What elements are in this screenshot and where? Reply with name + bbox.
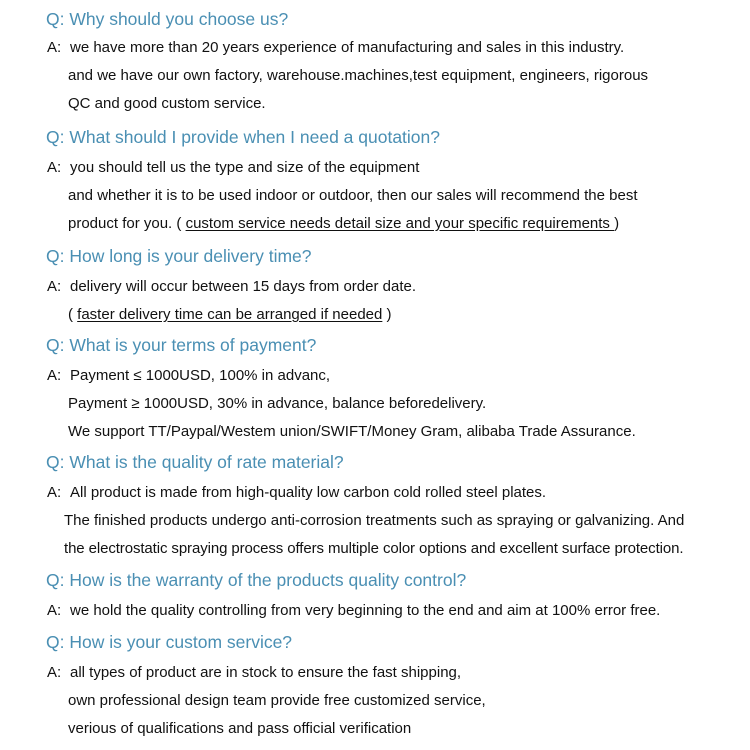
answer-line: QC and good custom service. [68,95,266,112]
answer-prefix: A: [47,39,62,56]
answer-line: We support TT/Paypal/Westem union/SWIFT/Money Gram, alibaba Trade Assurance. [68,423,636,440]
answer-text: ) [382,306,392,323]
answer-line: the electrostatic spraying process offers multiple color options and excellent surface protection. [64,540,684,557]
question-heading: Q: What is the quality of rate material? [46,452,344,472]
answer-line: delivery will occur between 15 days from order date. [70,278,416,295]
answer-line: own professional design team provide free customized service, [68,692,486,709]
underlined-note: custom service needs detail size and your specific requirements [185,215,615,232]
answer-line: we hold the quality controlling from very beginning to the end and aim at 100% error free. [70,602,661,619]
answer-line [68,214,619,234]
answer-line: All product is made from high-quality low carbon cold rolled steel plates. [70,484,547,501]
underlined-note: faster delivery time can be arranged if needed [77,306,383,323]
answer-text: ( [68,306,78,323]
answer-text: product for you. ( [68,215,186,232]
answer-prefix: A: [47,484,62,501]
answer-line: we have more than 20 years experience of manufacturing and sales in this industry. [70,39,625,56]
answer-line: verious of qualifications and pass official verification [68,720,412,737]
question-heading: Q: What should I provide when I need a quotation? [46,127,441,147]
question-heading: Q: How is your custom service? [46,632,293,652]
answer-text: ) [614,215,620,232]
answer-line: and whether it is to be used indoor or outdoor, then our sales will recommend the best [68,187,638,204]
question-heading: Q: Why should you choose us? [46,9,289,29]
answer-line: and we have our own factory, warehouse.machines,test equipment, engineers, rigorous [68,67,649,84]
answer-prefix: A: [47,159,62,176]
answer-line: all types of product are in stock to ensure the fast shipping, [70,664,462,681]
answer-prefix: A: [47,367,62,384]
answer-line: Payment ≥ 1000USD, 30% in advance, balance beforedelivery. [68,395,487,412]
answer-line [68,305,392,325]
answer-prefix: A: [47,664,62,681]
answer-line: The finished products undergo anti-corrosion treatments such as spraying or galvanizing. And [64,512,685,529]
answer-line: Payment ≤ 1000USD, 100% in advanc, [70,367,331,384]
question-heading: Q: How long is your delivery time? [46,246,312,266]
question-heading: Q: How is the warranty of the products quality control? [46,570,467,590]
answer-prefix: A: [47,602,62,619]
answer-prefix: A: [47,278,62,295]
answer-line: you should tell us the type and size of the equipment [70,159,420,176]
question-heading: Q: What is your terms of payment? [46,335,317,355]
